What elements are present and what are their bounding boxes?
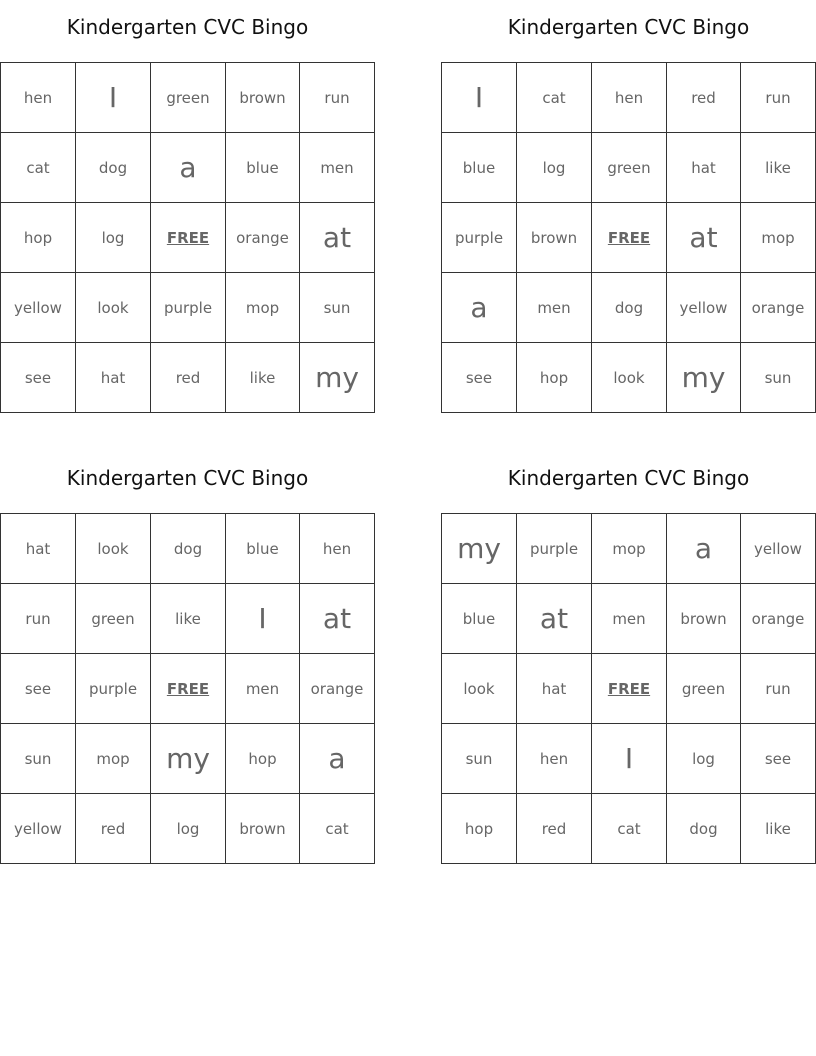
bingo-cell: see [442,343,517,413]
bingo-cell: my [667,343,741,413]
bingo-grid [0,513,375,864]
bingo-cell: hen [300,514,375,584]
bingo-cell: yellow [667,273,741,343]
bingo-cell: see [1,654,76,724]
bingo-cell: mop [226,273,300,343]
bingo-cell: look [442,654,517,724]
free-space-cell: FREE [151,654,226,724]
bingo-cell: a [667,514,741,584]
bingo-cell: red [76,794,151,864]
bingo-cell: sun [442,724,517,794]
free-space-cell: FREE [592,203,667,273]
bingo-cell: sun [300,273,375,343]
bingo-cell: hop [226,724,300,794]
bingo-cell: hat [1,514,76,584]
bingo-cell: at [300,584,375,654]
bingo-cell: like [741,133,816,203]
free-space-cell: FREE [592,654,667,724]
bingo-cell: see [741,724,816,794]
bingo-cell: hat [667,133,741,203]
bingo-cell: hop [517,343,592,413]
bingo-cell: log [517,133,592,203]
bingo-cell: at [300,203,375,273]
bingo-cell: brown [667,584,741,654]
bingo-cell: blue [226,133,300,203]
bingo-cell: orange [300,654,375,724]
card-title: Kindergarten CVC Bingo [66,466,309,490]
bingo-cell: I [226,584,300,654]
bingo-cell: yellow [1,794,76,864]
bingo-cell: orange [226,203,300,273]
bingo-cell: green [76,584,151,654]
bingo-cell: a [442,273,517,343]
bingo-cell: I [76,63,151,133]
free-space-cell: FREE [151,203,226,273]
bingo-cell: blue [226,514,300,584]
bingo-cell: I [442,63,517,133]
bingo-cell: hop [442,794,517,864]
bingo-cell: hop [1,203,76,273]
bingo-cell: yellow [1,273,76,343]
bingo-cell: cat [517,63,592,133]
card-title: Kindergarten CVC Bingo [66,15,309,39]
bingo-cell: purple [517,514,592,584]
bingo-cell: my [300,343,375,413]
bingo-cell: men [226,654,300,724]
bingo-cell: red [667,63,741,133]
bingo-cell: look [592,343,667,413]
bingo-cell: red [517,794,592,864]
bingo-cell: my [442,514,517,584]
bingo-cell: at [517,584,592,654]
bingo-cell: run [741,654,816,724]
bingo-grid [441,62,816,413]
bingo-cell: brown [226,63,300,133]
bingo-cell: green [667,654,741,724]
bingo-cell: sun [1,724,76,794]
bingo-cell: brown [226,794,300,864]
bingo-cell: like [226,343,300,413]
bingo-cell: blue [442,584,517,654]
bingo-cell: hat [517,654,592,724]
bingo-cell: purple [151,273,226,343]
bingo-cell: men [300,133,375,203]
bingo-cell: blue [442,133,517,203]
bingo-cell: hen [517,724,592,794]
bingo-cell: purple [442,203,517,273]
bingo-cell: dog [667,794,741,864]
bingo-cell: mop [741,203,816,273]
bingo-cell: see [1,343,76,413]
bingo-cell: brown [517,203,592,273]
bingo-cell: run [300,63,375,133]
bingo-cell: hen [1,63,76,133]
bingo-cell: at [667,203,741,273]
bingo-cell: look [76,273,151,343]
bingo-cell: like [151,584,226,654]
bingo-cell: my [151,724,226,794]
bingo-cell: hen [592,63,667,133]
bingo-grid [441,513,816,864]
bingo-cell: log [667,724,741,794]
bingo-cell: like [741,794,816,864]
bingo-cell: men [517,273,592,343]
bingo-cell: sun [741,343,816,413]
bingo-cell: cat [1,133,76,203]
bingo-cell: dog [151,514,226,584]
card-title: Kindergarten CVC Bingo [507,466,750,490]
bingo-cell: cat [592,794,667,864]
bingo-cell: orange [741,584,816,654]
bingo-cell: a [300,724,375,794]
bingo-cell: I [592,724,667,794]
bingo-cell: green [151,63,226,133]
bingo-cell: orange [741,273,816,343]
bingo-cell: run [741,63,816,133]
bingo-cell: dog [592,273,667,343]
bingo-cell: log [76,203,151,273]
bingo-cell: dog [76,133,151,203]
bingo-cell: run [1,584,76,654]
bingo-cell: purple [76,654,151,724]
bingo-cell: log [151,794,226,864]
bingo-cell: green [592,133,667,203]
bingo-cell: mop [76,724,151,794]
card-title: Kindergarten CVC Bingo [507,15,750,39]
bingo-cell: mop [592,514,667,584]
bingo-cell: red [151,343,226,413]
bingo-cell: hat [76,343,151,413]
bingo-cell: look [76,514,151,584]
bingo-cell: yellow [741,514,816,584]
bingo-cell: a [151,133,226,203]
bingo-cell: men [592,584,667,654]
bingo-grid [0,62,375,413]
bingo-cell: cat [300,794,375,864]
